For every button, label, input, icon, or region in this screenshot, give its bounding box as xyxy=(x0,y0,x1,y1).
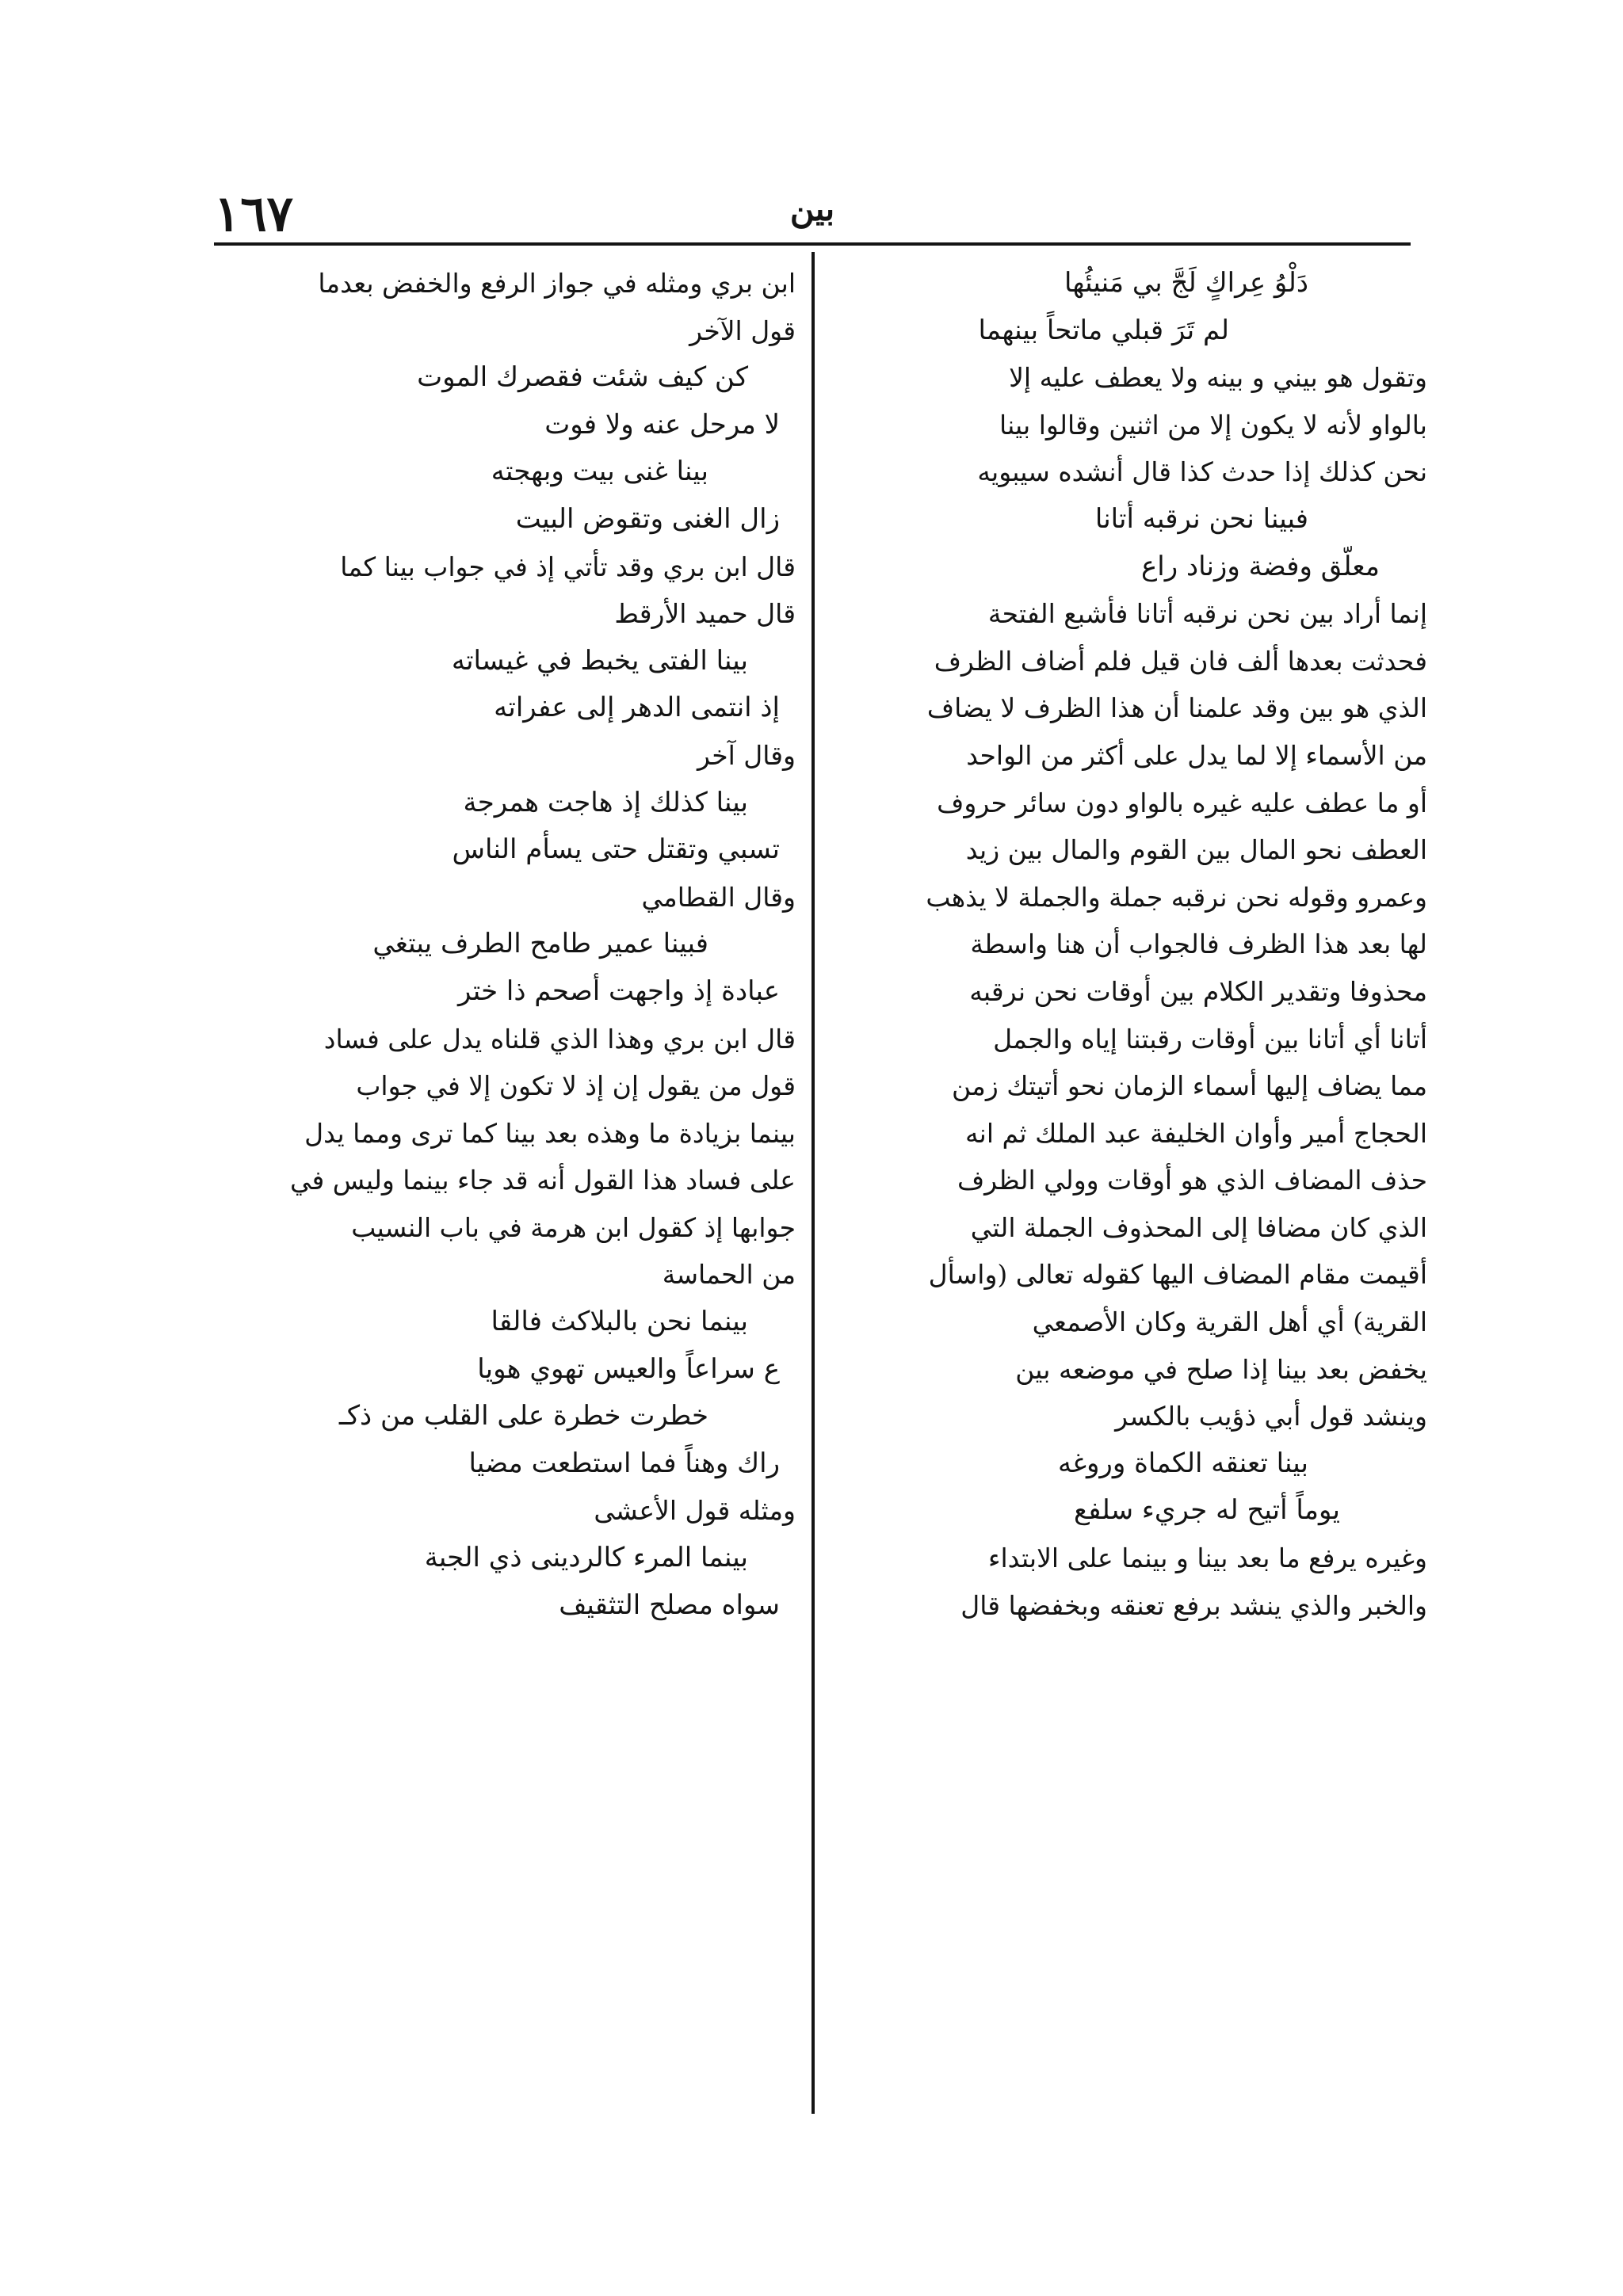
text-line: على فساد هذا القول أنه قد جاء بينما وليس في xyxy=(290,1165,796,1196)
text-line: مما يضاف إليها أسماء الزمان نحو أتيتك زمن xyxy=(952,1070,1427,1102)
text-line: وقال القطامي xyxy=(641,881,796,913)
text-line: إنما أراد بين نحن نرقبه أتانا فأشبع الفتحة xyxy=(987,598,1427,630)
column-divider xyxy=(812,252,815,2114)
text-line: قال ابن بري وهذا الذي قلناه يدل على فساد xyxy=(323,1023,796,1055)
text-line: وقال آخر xyxy=(697,739,796,771)
text-line: الحجاج أمير وأوان الخليفة عبد الملك ثم انه xyxy=(964,1117,1427,1149)
verse-line: كن كيف شئت فقصرك الموت xyxy=(417,361,748,394)
text-line: وغيره يرفع ما بعد بينا و بينما على الابتداء xyxy=(987,1543,1427,1574)
verse-line: معلّق وفضة وزناد راع xyxy=(1141,550,1380,582)
running-head: بين xyxy=(789,189,835,228)
verse-line: تسبي وتقتل حتى يسأم الناس xyxy=(452,833,780,866)
verse-line: دَلْوُ عِراكٍ لَجَّ بي مَنيئُها xyxy=(1064,267,1308,299)
text-line: قال حميد الأرقط xyxy=(614,598,796,630)
text-line: بينما بزيادة ما وهذه بعد بينا كما ترى ومما يدل xyxy=(304,1117,796,1149)
text-line: وتقول هو بيني و بينه ولا يعطف عليه إلا xyxy=(1009,362,1427,394)
text-line: والخبر والذي ينشد برفع تعنقه وبخفضها قال xyxy=(960,1589,1427,1621)
verse-line: بينما نحن بالبلاكث فالقا xyxy=(491,1306,748,1338)
text-line: حذف المضاف الذي هو أوقات وولي الظرف xyxy=(957,1165,1427,1196)
verse-line: سواه مصلح التثقيف xyxy=(559,1589,780,1621)
page-header xyxy=(214,178,1411,242)
verse-line: فبينا عمير طامح الطرف يبتغي xyxy=(372,928,708,960)
text-line: محذوفا وتقدير الكلام بين أوقات نحن نرقبه xyxy=(969,975,1427,1007)
verse-line: لم تَرَ قبلي ماتحاً بينهما xyxy=(978,314,1229,346)
text-line: أو ما عطف عليه غيره بالواو دون سائر حروف xyxy=(937,787,1427,818)
right-column xyxy=(829,260,1427,1629)
text-line: ومثله قول الأعشى xyxy=(594,1495,796,1527)
text-line: يخفض بعد بينا إذا صلح في موضعه بين xyxy=(1015,1353,1427,1385)
text-line: قال ابن بري وقد تأتي إذ في جواب بينا كما xyxy=(340,551,796,582)
verse-line: عبادة إذ واجهت أصحم ذا ختر xyxy=(458,974,780,1007)
verse-line: فبينا نحن نرقبه أتانا xyxy=(1094,502,1308,535)
text-line: قول الآخر xyxy=(689,315,796,346)
header-rule xyxy=(214,242,1411,246)
text-line: وعمرو وقوله نحن نرقبه جملة والجملة لا يذهب xyxy=(926,881,1427,913)
text-line: الذي كان مضافا إلى المحذوف الجملة التي xyxy=(970,1211,1427,1243)
text-line: جوابها إذ كقول ابن هرمة في باب النسيب xyxy=(351,1211,796,1243)
text-line: وينشد قول أبي ذؤيب بالكسر xyxy=(1115,1401,1427,1432)
verse-line: بينا الفتى يخبط في غيساته xyxy=(451,644,748,677)
text-line: لها بعد هذا الظرف فالجواب أن هنا واسطة xyxy=(970,929,1427,960)
verse-line: بينا غنى بيت وبهجته xyxy=(491,456,708,488)
text-line: العطف نحو المال بين القوم والمال بين زيد xyxy=(965,834,1427,866)
text-line: نحن كذلك إذا حدث كذا قال أنشده سيبويه xyxy=(977,456,1427,488)
text-line: من الأسماء إلا لما يدل على أكثر من الواحد xyxy=(966,739,1427,771)
verse-line: ع سراعاً والعيس تهوي هويا xyxy=(477,1352,780,1385)
left-column xyxy=(223,260,796,1629)
verse-line: يوماً أتيح له جريء سلفع xyxy=(1074,1494,1340,1527)
verse-line: راك وهناً فما استطعت مضيا xyxy=(468,1447,780,1479)
verse-line: زال الغنى وتقوض البيت xyxy=(515,502,780,535)
text-line: القرية) أي أهل القرية وكان الأصمعي xyxy=(1032,1306,1427,1338)
verse-line: خطرت خطرة على القلب من ذكـ xyxy=(338,1400,708,1432)
page-number: ١٦٧ xyxy=(214,185,293,242)
verse-line: بينا تعنقه الكماة وروغه xyxy=(1058,1447,1308,1479)
verse-line: لا مرحل عنه ولا فوت xyxy=(544,408,780,441)
text-line: الذي هو بين وقد علمنا أن هذا الظرف لا يضاف xyxy=(926,692,1427,724)
verse-line: بينما المرء كالردينى ذي الجبة xyxy=(424,1542,748,1574)
text-line: من الحماسة xyxy=(662,1259,796,1291)
text-line: أتانا أي أتانا بين أوقات رقبتنا إياه والجمل xyxy=(993,1023,1427,1055)
text-line: أقيمت مقام المضاف اليها كقوله تعالى (واسأل xyxy=(928,1259,1427,1291)
text-line: قول من يقول إن إذ لا تكون إلا في جواب xyxy=(356,1070,796,1102)
text-line: بالواو لأنه لا يكون إلا من اثنين وقالوا بينا xyxy=(999,409,1427,441)
text-line: فحدثت بعدها ألف فان قيل فلم أضاف الظرف xyxy=(934,645,1427,677)
text-line: ابن بري ومثله في جواز الرفع والخفض بعدما xyxy=(318,268,796,299)
verse-line: إذ انتمى الدهر إلى عفراته xyxy=(494,692,780,724)
verse-line: بينا كذلك إذ هاجت همرجة xyxy=(463,786,748,818)
